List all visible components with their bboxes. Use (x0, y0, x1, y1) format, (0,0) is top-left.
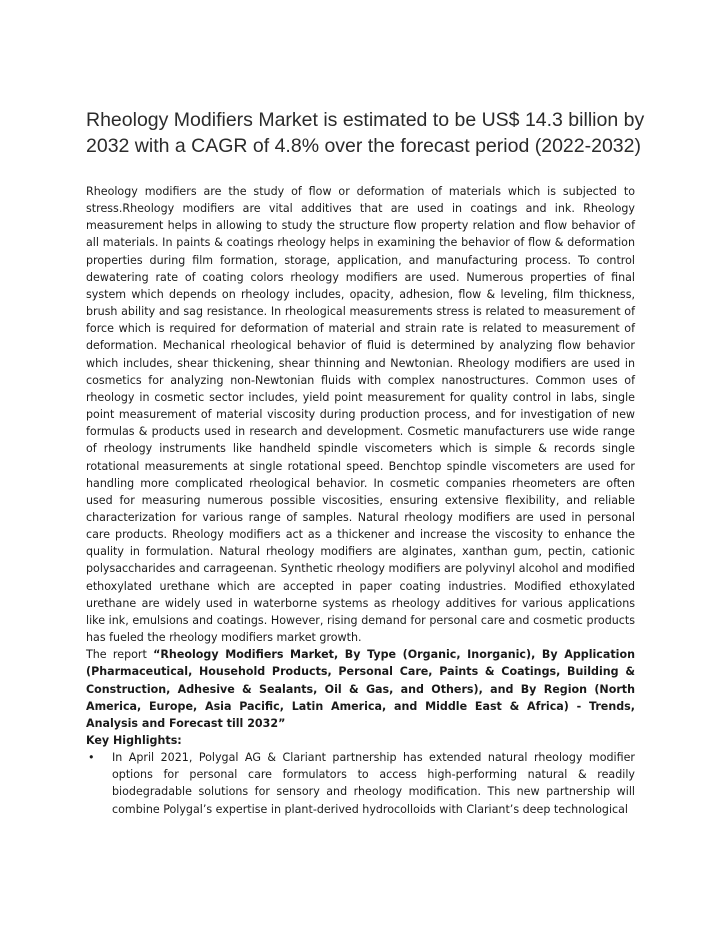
bullet-icon: • (88, 751, 95, 765)
intro-paragraph: Rheology modifiers are the study of flow or deformation of materials which is subjected to stress.Rheology modifiers are vital additives that are used in coatings and ink. Rheology measurement helps in allowing to study the structure flow property relation and flow behavior of all materials. In paints & coatings rheology helps in examining the behavior of flow & deformation properties during film formation, storage, application, and manufacturing process. To control dewatering rate of coating colors rheology modifiers are used. Numerous properties of final system which depends on rheology includes, opacity, adhesion, flow & leveling, film thickness, brush ability and sag resistance. In rheological measurements stress is related to measurement of force which is required for deformation of material and strain rate is related to measurement of deformation. Mechanical rheological behavior of fluid is determined by analyzing flow behavior which includes, shear thickening, shear thinning and Newtonian. Rheology modifiers are used in cosmetics for analyzing non-Newtonian fluids with complex nanostructures. Common uses of rheology in cosmetic sector includes, yield point measurement for quality control in labs, single point measurement of material viscosity during production process, and for investigation of new formulas & products used in research and development. Cosmetic manufacturers use wide range of rheology instruments like handheld spindle viscometers which is simple & records single rotational measurements at single rotational speed. Benchtop spindle viscometers are used for handling more complicated rheological behavior. In cosmetic companies rheometers are often used for measuring numerous possible viscosities, ensuring extensive flexibility, and reliable characterization for various range of samples. Natural rheology modifiers are used in personal care products. Rheology modifiers act as a thickener and increase the viscosity to enhance the quality in formulation. Natural rheology modifiers are alginates, xanthan gum, pectin, cationic polysaccharides and carrageenan. Synthetic rheology modifiers are polyvinyl alcohol and modified ethoxylated urethane which are accepted in paper coating industries. Modified ethoxylated urethane are widely used in waterborne systems as rheology additives for various applications like ink, emulsions and coatings. However, rising demand for personal care and cosmetic products has fueled the rheology modifiers market growth. (86, 185, 635, 645)
key-highlights-heading: Key Highlights: (86, 734, 182, 747)
report-title: “Rheology Modifiers Market, By Type (Organic, Inorganic), By Application (Pharmaceutical, Household Products, Personal Care, Paints & Coatings, Building & Construction, Adhesive & Sealants, Oil & Gas, and Others), and By Region (North America, Europe, Asia Pacific, Latin America, and Middle East & Africa) - Trends, Analysis and Forecast till 2032” (86, 648, 635, 730)
document-title: Rheology Modifiers Market is estimated to be US$ 14.3 billion by 2032 with a CAGR of 4.8% over the forecast period (2022-2032) (86, 109, 645, 157)
highlights-list (86, 749, 635, 818)
report-prefix: The report (86, 648, 154, 662)
highlight-text: In April 2021, Polygal AG & Clariant partnership has extended natural rheology modifier options for personal care formulators to access high-performing natural & readily biodegradable solutions for sensory and rheology modification. This new partnership will combine Polygal’s expertise in plant-derived hydrocolloids with Clariant’s deep technological (112, 751, 635, 816)
report-description (86, 646, 635, 732)
list-item (86, 749, 635, 818)
document-body (86, 183, 635, 818)
